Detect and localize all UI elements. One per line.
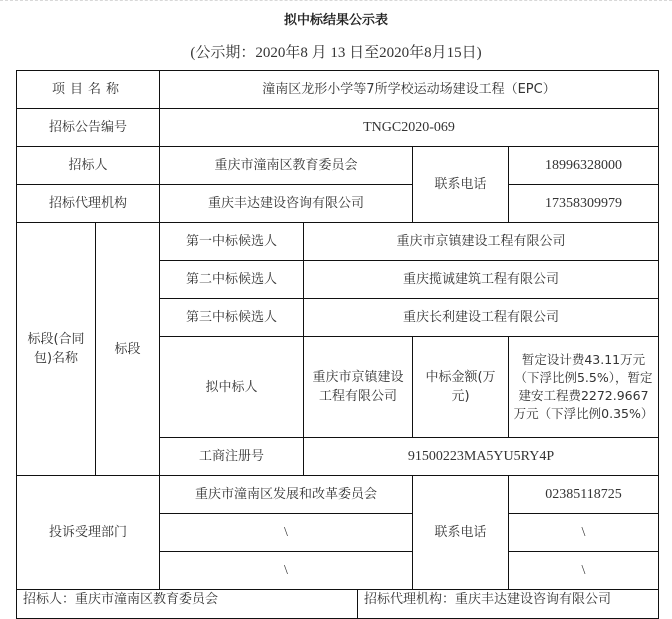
complaint-dept-2: \ [159, 513, 413, 552]
contact-phone-label: 联系电话 [412, 146, 509, 223]
tenderer-label: 招标人 [16, 146, 160, 185]
tenderer-phone: 18996328000 [508, 146, 659, 185]
candidate-1-label: 第一中标候选人 [159, 222, 304, 261]
complaint-phone-2: \ [508, 513, 659, 552]
bid-amount-label: 中标金额(万元) [412, 336, 509, 438]
candidate-3-company: 重庆长利建设工程有限公司 [303, 298, 659, 337]
proposed-winner-label: 拟中标人 [159, 336, 304, 438]
candidate-1-company: 重庆市京镇建设工程有限公司 [303, 222, 659, 261]
document-title: 拟中标结果公示表 [283, 13, 388, 28]
bid-amount-value: 暂定设计费43.11万元（下浮比例5.5%），暂定建安工程费2272.9667万元（下浮比例0.35%） [508, 336, 659, 438]
project-name-value: 潼南区龙形小学等7所学校运动场建设工程（EPC） [159, 70, 659, 109]
candidate-2-company: 重庆揽诚建筑工程有限公司 [303, 260, 659, 299]
top-divider [0, 0, 672, 1]
complaint-phone-3: \ [508, 551, 659, 590]
candidate-2-label: 第二中标候选人 [159, 260, 304, 299]
section-label: 标段 [95, 222, 160, 476]
footer-agency: 招标代理机构：重庆丰达建设咨询有限公司 [357, 589, 659, 619]
complaint-phone-1: 02385118725 [508, 475, 659, 514]
notice-no-label: 招标公告编号 [16, 108, 160, 147]
registration-no-label: 工商注册号 [159, 437, 304, 476]
complaint-dept-3: \ [159, 551, 413, 590]
registration-no-value: 91500223MA5YU5RY4P [303, 437, 659, 476]
section-name-label: 标段(合同包)名称 [16, 222, 96, 476]
proposed-winner-value: 重庆市京镇建设工程有限公司 [303, 336, 413, 438]
complaint-dept-1: 重庆市潼南区发展和改革委员会 [159, 475, 413, 514]
project-name-label: 项目名称 [16, 70, 160, 109]
agency-label: 招标代理机构 [16, 184, 160, 223]
publicity-period: (公示期：2020年8 月 13 日至2020年8月15日) [190, 45, 482, 61]
agency-value: 重庆丰达建设咨询有限公司 [159, 184, 413, 223]
complaint-phone-label: 联系电话 [412, 475, 509, 590]
candidate-3-label: 第三中标候选人 [159, 298, 304, 337]
tenderer-value: 重庆市潼南区教育委员会 [159, 146, 413, 185]
agency-phone: 17358309979 [508, 184, 659, 223]
footer-tenderer: 招标人：重庆市潼南区教育委员会 [16, 589, 358, 619]
notice-no-value: TNGC2020-069 [159, 108, 659, 147]
complaint-dept-label: 投诉受理部门 [16, 475, 160, 590]
